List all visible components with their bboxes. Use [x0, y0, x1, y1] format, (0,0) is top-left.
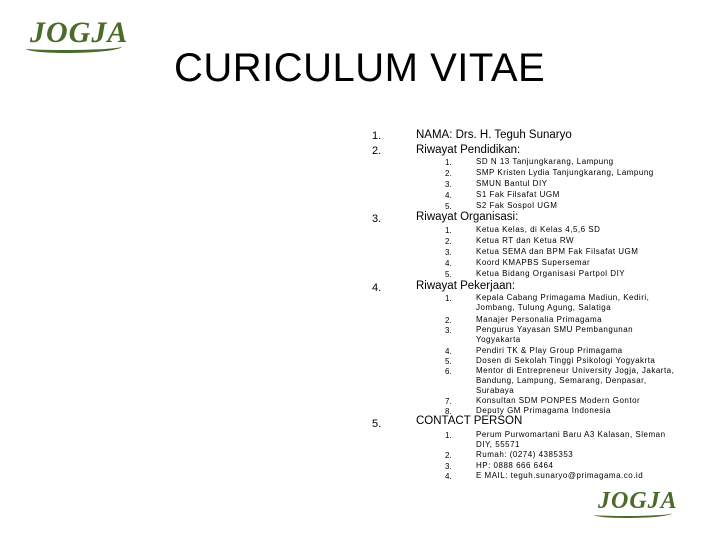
list-item-number: 1.	[445, 431, 452, 440]
list-item-line: Perum Purwomartani Baru A3 Kalasan, Sleman	[476, 430, 666, 439]
list-item-line: Jombang, Tulung Agung, Salatiga	[476, 303, 612, 312]
section-number: 2.	[372, 145, 382, 157]
jogja-logo-text: JOGJA	[30, 16, 129, 49]
section-number: 1.	[372, 130, 382, 142]
list-item: SD N 13 Tanjungkarang, Lampung	[476, 157, 614, 166]
list-item: Koord KMAPBS Supersemar	[476, 258, 591, 267]
list-item: S1 Fak Filsafat UGM	[476, 190, 560, 199]
section-number: 3.	[372, 213, 382, 225]
section-contact-label: CONTACT PERSON	[416, 415, 523, 427]
list-item-number: 2.	[445, 451, 452, 460]
list-item-number: 2.	[445, 169, 452, 178]
list-item-number: 3.	[445, 248, 452, 257]
list-item-line: Yogyakarta	[476, 335, 521, 344]
list-item-number: 1.	[445, 226, 452, 235]
list-item-number: 4.	[445, 191, 452, 200]
list-item: Ketua RT dan Ketua RW	[476, 236, 575, 245]
jogja-logo-text: JOGJA	[598, 488, 678, 514]
contact-email: E MAIL: teguh.sunaryo@primagama.co.id	[476, 471, 644, 480]
contact-phone-home: Rumah: (0274) 4385353	[476, 450, 574, 459]
list-item-number: 3.	[445, 326, 452, 335]
list-item: SMUN Bantul DIY	[476, 179, 548, 188]
list-item-number: 5.	[445, 357, 452, 366]
list-item: S2 Fak Sospol UGM	[476, 201, 558, 210]
list-item-line: Manajer Personalia Primagama	[476, 315, 603, 324]
logo-swoosh	[26, 42, 122, 53]
list-item: Ketua SEMA dan BPM Fak Filsafat UGM	[476, 247, 639, 256]
list-item-number: 4.	[445, 472, 452, 481]
list-item-line: Mentor di Entrepreneur University Jogja, Jakarta,	[476, 366, 675, 375]
list-item: SMP Kristen Lydia Tanjungkarang, Lampung	[476, 168, 654, 177]
list-item-line: DIY, 55571	[476, 440, 520, 449]
section-number: 4.	[372, 282, 382, 294]
list-item-number: 8.	[445, 407, 452, 416]
section-work-label: Riwayat Pekerjaan:	[416, 280, 516, 292]
list-item-number: 4.	[445, 259, 452, 268]
list-item-line: Konsultan SDM PONPES Modern Gontor	[476, 396, 641, 405]
logo-swoosh	[594, 510, 672, 518]
list-item-line: Bandung, Lampung, Semarang, Denpasar,	[476, 376, 647, 385]
list-item-number: 2.	[445, 316, 452, 325]
list-item-line: Dosen di Sekolah Tinggi Psikologi Yogyakrta	[476, 356, 656, 365]
section-name: NAMA: Drs. H. Teguh Sunaryo	[416, 129, 572, 141]
section-number: 5.	[372, 418, 382, 430]
list-item-number: 1.	[445, 294, 452, 303]
list-item-line: Deputy GM Primagama Indonesia	[476, 406, 611, 415]
list-item-number: 7.	[445, 397, 452, 406]
list-item-number: 2.	[445, 237, 452, 246]
list-item-number: 5.	[445, 270, 452, 279]
jogja-logo-top	[30, 16, 128, 50]
contact-phone-mobile: HP: 0888 666 6464	[476, 461, 554, 470]
section-organization-label: Riwayat Organisasi:	[416, 211, 519, 223]
list-item-line: Pengurus Yayasan SMU Pembangunan	[476, 325, 634, 334]
list-item-number: 3.	[445, 462, 452, 471]
list-item-line: Surabaya	[476, 386, 515, 395]
list-item-number: 6.	[445, 367, 452, 376]
list-item-number: 3.	[445, 180, 452, 189]
section-education-label: Riwayat Pendidikan:	[416, 144, 521, 156]
list-item-number: 5.	[445, 202, 452, 211]
page-title: CURICULUM VITAE	[174, 46, 546, 90]
list-item-number: 1.	[445, 158, 452, 167]
list-item-line: Kepala Cabang Primagama Madiun, Kediri,	[476, 293, 650, 302]
list-item: Ketua Bidang Organisasi Partpol DIY	[476, 269, 626, 278]
list-item: Ketua Kelas, di Kelas 4,5,6 SD	[476, 225, 601, 234]
list-item-number: 4.	[445, 347, 452, 356]
jogja-logo-bottom	[598, 488, 678, 515]
list-item-line: Pendiri TK & Play Group Primagama	[476, 346, 623, 355]
